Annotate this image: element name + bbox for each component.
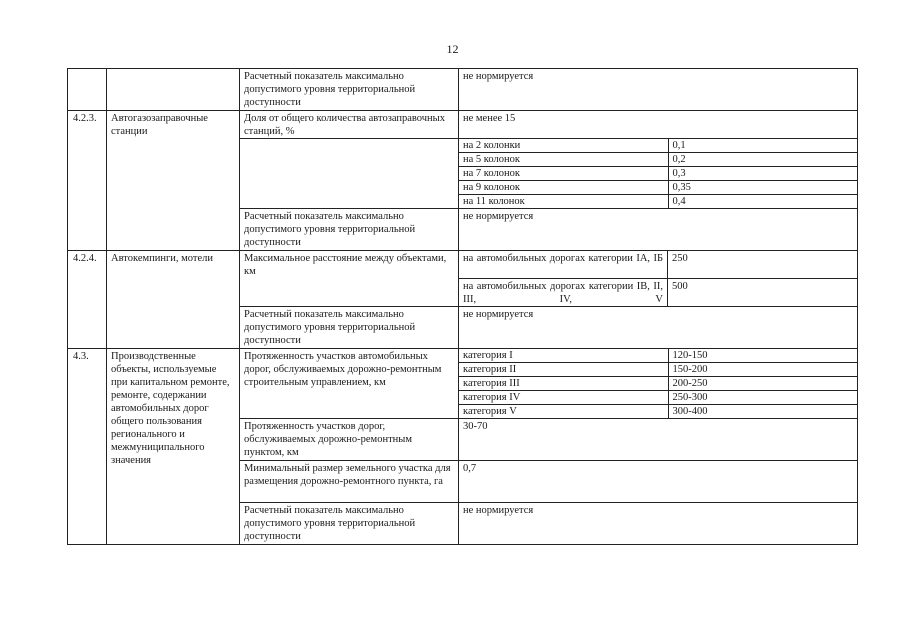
- sub-value: 250-300: [668, 391, 858, 405]
- sub-value: 0,1: [668, 139, 858, 153]
- sub-label: на 5 колонок: [459, 153, 668, 167]
- list-item: [459, 139, 858, 153]
- value-cell: 30-70: [459, 419, 858, 461]
- sub-value: 300-400: [668, 405, 858, 419]
- list-item: [459, 349, 858, 363]
- indicator-cell: Минимальный размер земельного участка для размещения дорожно-ремонтного пункта, га: [240, 461, 459, 503]
- sub-value: 0,35: [668, 181, 858, 195]
- sub-label: на 7 колонок: [459, 167, 668, 181]
- sub-label: на 9 колонок: [459, 181, 668, 195]
- sub-label: категория II: [459, 363, 668, 377]
- sub-label: на 11 колонок: [463, 196, 525, 207]
- sub-label: на автомобильных дорогах категории IA, IБ: [459, 251, 668, 279]
- page-number: 12: [446, 42, 459, 56]
- indicator-cell: Доля от общего количества автозаправочных станций, %: [240, 111, 459, 139]
- object-cell: [107, 69, 240, 111]
- list-item: [459, 153, 858, 167]
- value-cell: не нормируется: [459, 69, 858, 111]
- sub-label: категория V: [463, 406, 517, 417]
- sub-value: 150-200: [668, 363, 858, 377]
- list-item: [459, 391, 858, 405]
- sub-label: категория IV: [459, 391, 668, 405]
- indicator-cell: Расчетный показатель максимально допустимого уровня территориальной доступности: [240, 69, 459, 111]
- sub-value: 0,2: [668, 153, 858, 167]
- list-item: [459, 405, 858, 419]
- list-item: [459, 195, 858, 209]
- sub-label: категория III: [459, 377, 668, 391]
- table-row: [68, 251, 858, 279]
- sub-label: на автомобильных дорогах категории IB, II, III, IV, V: [459, 279, 668, 307]
- object-cell: Производственные объекты, используемые при капитальном ремонте, ремонте, содержании автомобильных дорог общего пользования регионального и межмуниципального значения: [107, 349, 240, 545]
- sub-value: 200-250: [668, 377, 858, 391]
- object-cell: Автогазозаправочные станции: [107, 111, 240, 251]
- indicator-cell: Протяженность участков дорог, обслуживаемых дорожно-ремонтным пунктом, км: [240, 419, 459, 461]
- sub-value: 500: [668, 279, 858, 307]
- sub-label: категория I: [459, 349, 668, 363]
- sub-label: на 2 колонки: [459, 139, 668, 153]
- value-cell: не нормируется: [459, 307, 858, 349]
- row-number-cell: 4.2.4.: [68, 251, 107, 349]
- list-item: [459, 363, 858, 377]
- sub-value: 250: [668, 251, 858, 279]
- subtable-cell: [459, 139, 858, 209]
- value-cell: не менее 15: [459, 111, 858, 139]
- object-cell: Автокемпинги, мотели: [107, 251, 240, 349]
- list-item: [459, 181, 858, 195]
- indicator-cell: Расчетный показатель максимально допустимого уровня территориальной доступности: [240, 209, 459, 251]
- table-row: [68, 111, 858, 139]
- list-item: [459, 167, 858, 181]
- sub-value: 120-150: [668, 349, 858, 363]
- indicator-cell: Максимальное расстояние между объектами, км: [240, 251, 459, 307]
- row-number-cell: [68, 69, 107, 111]
- table-row: [68, 69, 858, 111]
- road-category-subtable: [459, 349, 858, 418]
- table-row: [68, 349, 858, 419]
- indicator-cell: Расчетный показатель максимально допустимого уровня территориальной доступности: [240, 307, 459, 349]
- value-cell: не нормируется: [459, 209, 858, 251]
- subtable-cell: [459, 349, 858, 419]
- station-share-subtable: [459, 139, 858, 208]
- indicator-cell: Протяженность участков автомобильных дорог, обслуживаемых дорожно-ремонтным строительным управлением, км: [240, 349, 459, 419]
- sub-value: 0,4: [668, 195, 858, 209]
- value-cell: 0,7: [459, 461, 858, 503]
- indicator-cell: Расчетный показатель максимально допустимого уровня территориальной доступности: [240, 503, 459, 545]
- row-number-cell: 4.3.: [68, 349, 107, 545]
- row-number-cell: 4.2.3.: [68, 111, 107, 251]
- list-item: [459, 377, 858, 391]
- indicator-cell: [240, 139, 459, 209]
- norms-table: [67, 68, 858, 545]
- value-cell: не нормируется: [459, 503, 858, 545]
- sub-value: 0,3: [668, 167, 858, 181]
